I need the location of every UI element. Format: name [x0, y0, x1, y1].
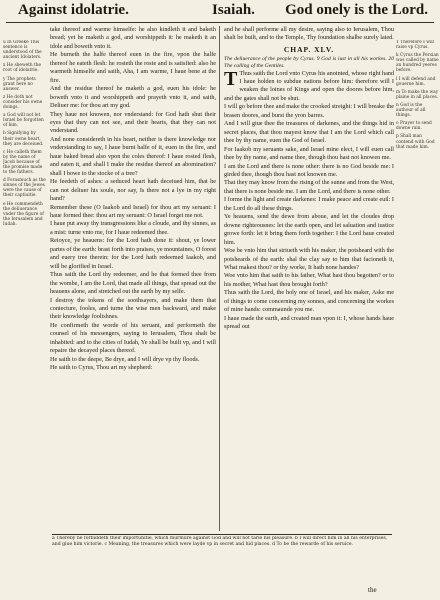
text-column-right	[224, 26, 394, 526]
margin-note: l I will defend and gouerne him.	[396, 76, 436, 87]
chapter-heading: CHAP. XLV.	[283, 44, 335, 54]
drop-cap: T	[224, 67, 238, 90]
header-left-title: Against idolatrie.	[18, 2, 129, 18]
margin-note: x He sheweth the root of idolatrie.	[3, 63, 42, 74]
chapter-summary: The deliuerance of the people by Cyrus. 9 God is iust in all his workes. 20 The calling of the Gentiles.	[224, 56, 394, 69]
verse: And the residue thereof he maketh a god, euen his idole: he boweth vnto it and worshippeth and prayeth vnto it, and saith, Deliuer me: for thou art my god.	[50, 85, 216, 110]
verse: He saith to Cyrus, Thou art my shepherd:	[50, 364, 153, 372]
column-divider	[219, 26, 220, 531]
header-book-title: Isaiah.	[212, 2, 255, 18]
margin-note: m To make the way plaine in all places.	[396, 89, 439, 100]
margin-note: k Cyrus the Persian was called by name an hundred yeeres before.	[396, 53, 439, 74]
verse: Remember these (O Iaakob and Israel) for thou art my seruant: I haue formed thee: thou art my seruant: O Israel forget me not.	[50, 203, 216, 219]
margin-note: y The prophets grant here no answer.	[3, 76, 36, 92]
margin-note: e He commendeth the deliuerance vnder the figure of the Ierusalem and Iudah.	[3, 201, 44, 227]
margin-note: z He doth not consider his owne doings.	[3, 94, 43, 111]
right-margin-notes	[396, 40, 439, 560]
verse: He confirmeth the worde of his seruant, and performeth the counsel of his messengers, saying to Ierusalem, Thou shalt be inhabited: and to the cities of Iudah, Ye shall be built vp, and I will repaire the decayed places thereof.	[50, 321, 216, 355]
verse: He saith to the deepe, Be drye, and I will drye vp thy floods.	[50, 355, 200, 363]
verse-text: Thus saith the Lord vnto Cyrus his anointed, whose right hand I haue holden to subdue nations before him: therefore will I weaken the loines of Kings and open the doores before him, and the gates shall not be shut.	[224, 69, 394, 102]
verse: He feedeth of ashes: a seduced heart hath deceiued him, that he can not deliuer his soule, nor say, Is there not a lye in my right hand?	[50, 178, 216, 203]
verse: Woe vnto him that saith to his father, What hast thou begotten? or to his mother, What hast thou brought forth?	[224, 272, 394, 288]
verse: Reioyce, ye heauens: for the Lord hath done it: shout, ye lower partes of the earth: brast forth into praises, ye mountaines, O forest and euery tree therein: for the Lord hath redeemed Iaakob, and will be glorified in Israel.	[50, 237, 216, 270]
left-margin-notes	[3, 40, 46, 560]
text-column-left	[50, 26, 216, 566]
verse: And I will giue thee the treasures of darkenes, and the things hid in secret places, that thou mayest know that I am the Lord which call thee by thy name, euen the God of Israel.	[224, 120, 394, 145]
footnote-rule	[52, 534, 392, 535]
header-rule	[6, 22, 434, 23]
verse: I am the Lord and there is none other: there is no God beside me: I girded thee, though thou hast not knowen me.	[224, 162, 394, 178]
verse: I haue put away thy transgressions like a cloude, and thy sinnes, as a mist: turne vnto me, for I haue redeemed thee.	[50, 220, 216, 236]
verse: I will go before thee and make the crooked streight: I will breake the brasen doores, and burst the yron barres.	[224, 103, 394, 119]
margin-note: b Signifying by their owne heart, they are deceiued.	[3, 131, 44, 147]
verse: Woe be vnto him that striueth with his maker, the potsheard with the potsheards of the earth: shal the clay say to him that facioneth it, What makest thou? or thy worke, It hath none handes?	[224, 247, 394, 271]
verse: I haue made the earth, and created man vpon it: I, whose hands haue spread out	[224, 314, 394, 331]
verse: For Iaakob my seruants sake, and Israel mine elect, I will euen call thee by thy name, and name thee, though thou hast not knowen me.	[224, 145, 394, 162]
verse: Thus saith the Lord thy redeemer, and he that formed thee from the wombe, I am the Lord, that made all things, that spread out the heauens alone, and stretched out the earth by my selfe.	[50, 271, 216, 296]
margin-note: a God will not let Israel be forgotten of him.	[3, 113, 44, 129]
margin-note: T Therefore I will raise vp Cyrus.	[396, 40, 435, 51]
verse: Thus saith the Lord, the holy one of Israel, and his maker, Aske me of things to come concerning my sonnes, and concerning the workes of mine hands: commaunde you me.	[224, 289, 394, 314]
header-right-title: God onely is the Lord.	[285, 2, 428, 18]
margin-note: u In Greeke This sentence is understood of the ancient Idolaters.	[3, 40, 42, 61]
verse: take thereof and warme himselfe: he also kindleth it and baketh bread; yet he maketh a god, and worshippeth it: he maketh it an idole and boweth vnto it.	[50, 26, 216, 50]
margin-note: p Shall man contend with God that made him.	[396, 134, 435, 150]
running-header	[6, 2, 434, 22]
verse: That they may know from the rising of the sunne and from the West, that there is none beside me. I am the Lord, and there is none other.	[224, 179, 394, 195]
margin-note: c He calleth them by the name of Jacob because of the promise made to the fathers.	[3, 149, 43, 176]
verse: I forme the light and create darkenes: I make peace and create euil: I the Lord do all these things.	[224, 196, 394, 212]
margin-note: n God is the authour of all things.	[396, 102, 426, 119]
verse: and he shall performe all my desire, saying also to Ierusalem, Thou shalt be built, and to the Temple, Thy foundation shalbe surely laied.	[224, 26, 394, 42]
verse	[224, 67, 394, 104]
verse: They haue not knowen, nor vnderstand: for God hath shut their eyes that they can not see, and their hearts, that they can not vnderstand.	[50, 110, 216, 135]
verse: He burneth the halfe thereof euen in the fire, vpon the halfe thereof he eateth flesh: he rosteth the roste and is satisfied: also he warmeth himselfe and saith, Aha, I am warme, I haue bene at the fire.	[50, 51, 216, 84]
catchword: the	[368, 586, 377, 594]
verse: And none considereth in his heart, neither is there knowledge nor vnderstanding to say, I haue burnt halfe of it, euen in the fire, and haue baked bread also vpon the coles thereof: I haue rosted flesh, and eaten it, and shall I make the residue thereof an abomination? shall I bowe to the stocke of a tree?	[50, 135, 216, 177]
footnote-block: a Thereby he forbiddeth their importunitie, which murmure against God and will not tarie his pleasure. b I will direct him in all his enterprises, and giue him victorie. c Meaning, the treasures which were layde vp in secret and hid places. d To be the rewarde of his seruice.	[52, 536, 388, 547]
verse: Ye heauens, send the dewe from aboue, and let the cloudes drop downe righteousnes: let the earth open, and let saluation and iustice growe forth: let it bring them forth together: I the Lord haue created him.	[224, 213, 394, 246]
margin-note: d Forasmuch as the sinnes of the Jewes were the cause of their captiuitie.	[3, 178, 46, 199]
verse: I destroy the tokens of the soothsayers, and make them that coniecture, fooles, and turne the wise men backward, and make their knowledge foolishnes.	[50, 296, 216, 321]
margin-note: o Prayer to send downe rain.	[396, 121, 432, 132]
